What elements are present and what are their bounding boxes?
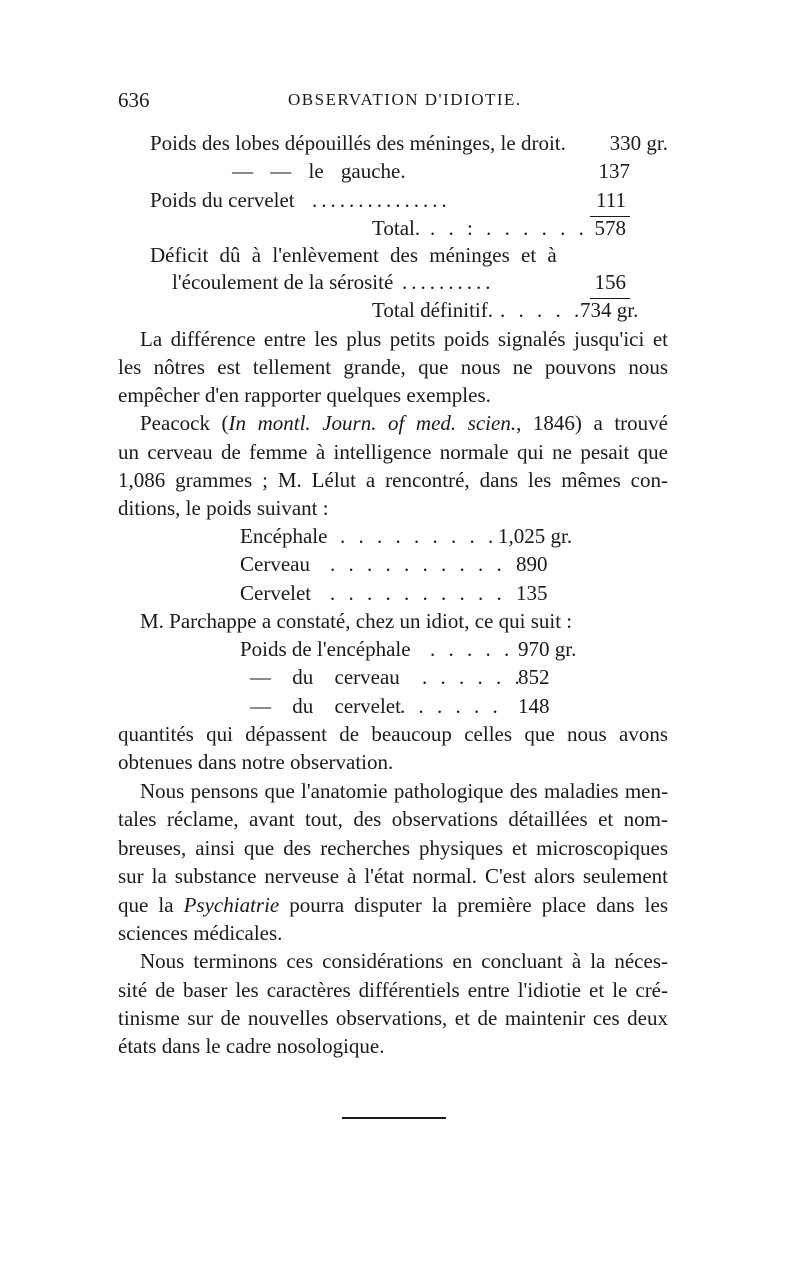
weight-value: 137 (598, 159, 630, 183)
weight-value: 135 (516, 581, 548, 605)
weight-label: Poids du cervelet (150, 188, 295, 212)
leader-dots: . . . . . . . . . (340, 524, 498, 548)
running-header (118, 88, 668, 118)
weight-label: — du cerveau (250, 665, 400, 689)
text-line: Nous pensons que l'anatomie pathologique des maladies men- (140, 779, 668, 803)
text-line: ditions, le poids suivant : (118, 496, 329, 520)
text-line: que la Psychiatrie pourra disputer la première place dans les (118, 893, 668, 917)
total-value: 734 gr. (580, 298, 639, 322)
text-line: quantités qui dépassent de beaucoup celles que nous avons (118, 722, 668, 746)
weight-label: Cervelet (240, 581, 312, 605)
text-line: Peacock (In montl. Journ. of med. scien., 1846) a trouvé (140, 411, 668, 435)
page-number: 636 (118, 88, 150, 112)
weight-label: — — le gauche. (232, 159, 406, 183)
text-line: états dans le cadre nosologique. (118, 1034, 385, 1058)
leader-dots: . . . . . (430, 637, 514, 661)
leader-dots: . . . . . (500, 298, 584, 322)
citation: In montl. Journ. of med. scien. (228, 411, 517, 435)
weight-label: Cerveau (240, 552, 310, 576)
text-line: sciences médicales. (118, 921, 283, 945)
weight-row (0, 691, 800, 721)
weight-row (0, 213, 800, 243)
leader-dots: . . . . . . . . . . (330, 552, 506, 576)
running-title: OBSERVATION D'IDIOTIE. (288, 90, 522, 109)
weight-value: 148 (518, 694, 550, 718)
text-line: obtenues dans notre observation. (118, 750, 394, 774)
weight-row (0, 549, 800, 579)
weight-value: 330 gr. (609, 131, 668, 155)
weight-row (0, 662, 800, 692)
weight-value: 578 (594, 216, 626, 240)
leader-dots: . . . . . . (422, 665, 524, 689)
weight-row (0, 128, 800, 158)
deficit-value: 156 (594, 270, 626, 294)
text-line: les nôtres est tellement grande, que nous ne pouvons nous (118, 355, 668, 379)
text-line: breuses, ainsi que des recherches physiques et microscopiques (118, 836, 668, 860)
text-line: sur la substance nerveuse à l'état normal. C'est alors seulement (118, 864, 668, 888)
deficit-label: Déficit dû à l'enlèvement des méninges et à (150, 243, 557, 267)
closing-rule (342, 1117, 446, 1119)
text-line: un cerveau de femme à intelligence normale qui ne pesait que (118, 440, 668, 464)
leader-dots: .......... (402, 270, 495, 294)
text-line: 1,086 grammes ; M. Lélut a rencontré, dans les mêmes con- (118, 468, 668, 492)
leader-dots: . . . . . . (400, 694, 502, 718)
weight-value: 970 gr. (518, 637, 577, 661)
weight-value: 852 (518, 665, 550, 689)
weight-label: Poids des lobes dépouillés des méninges, le droit. (150, 131, 566, 155)
deficit-row (0, 267, 800, 297)
leader-dots: . . . . . . . . . . (330, 581, 506, 605)
leader-dots: . . : . . . . . . (430, 216, 588, 240)
weight-label: Total. (372, 216, 421, 240)
weight-label: — du cervelet (250, 694, 401, 718)
weight-label: Poids de l'encéphale (240, 637, 411, 661)
emphasis: Psychiatrie (183, 893, 280, 917)
weight-label: Encéphale (240, 524, 328, 548)
weight-row (0, 578, 800, 608)
text-line: La différence entre les plus petits poids signalés jusqu'ici et (140, 327, 668, 351)
weight-value: 1,025 gr. (498, 524, 573, 548)
weight-row (0, 185, 800, 215)
text-line: tales réclame, avant tout, des observations détaillées et nom- (118, 807, 668, 831)
total-label: Total définitif. (372, 298, 493, 322)
text-line: Nous terminons ces considérations en concluant à la néces- (140, 949, 668, 973)
weight-row (0, 634, 800, 664)
weight-value: 111 (596, 188, 626, 212)
weight-row (0, 156, 800, 186)
text-line: empêcher d'en rapporter quelques exemples. (118, 383, 491, 407)
deficit-line (0, 240, 800, 270)
text-line: M. Parchappe a constaté, chez un idiot, ce qui suit : (140, 609, 573, 633)
weight-row (0, 521, 800, 551)
leader-dots: ............... (312, 188, 451, 212)
deficit-label: l'écoulement de la sérosité (172, 270, 394, 294)
total-row (0, 295, 800, 325)
weight-value: 890 (516, 552, 548, 576)
text-line: sité de baser les caractères différentiels entre l'idiotie et le cré- (118, 978, 668, 1002)
text-line: tinisme sur de nouvelles observations, et de maintenir ces deux (118, 1006, 668, 1030)
